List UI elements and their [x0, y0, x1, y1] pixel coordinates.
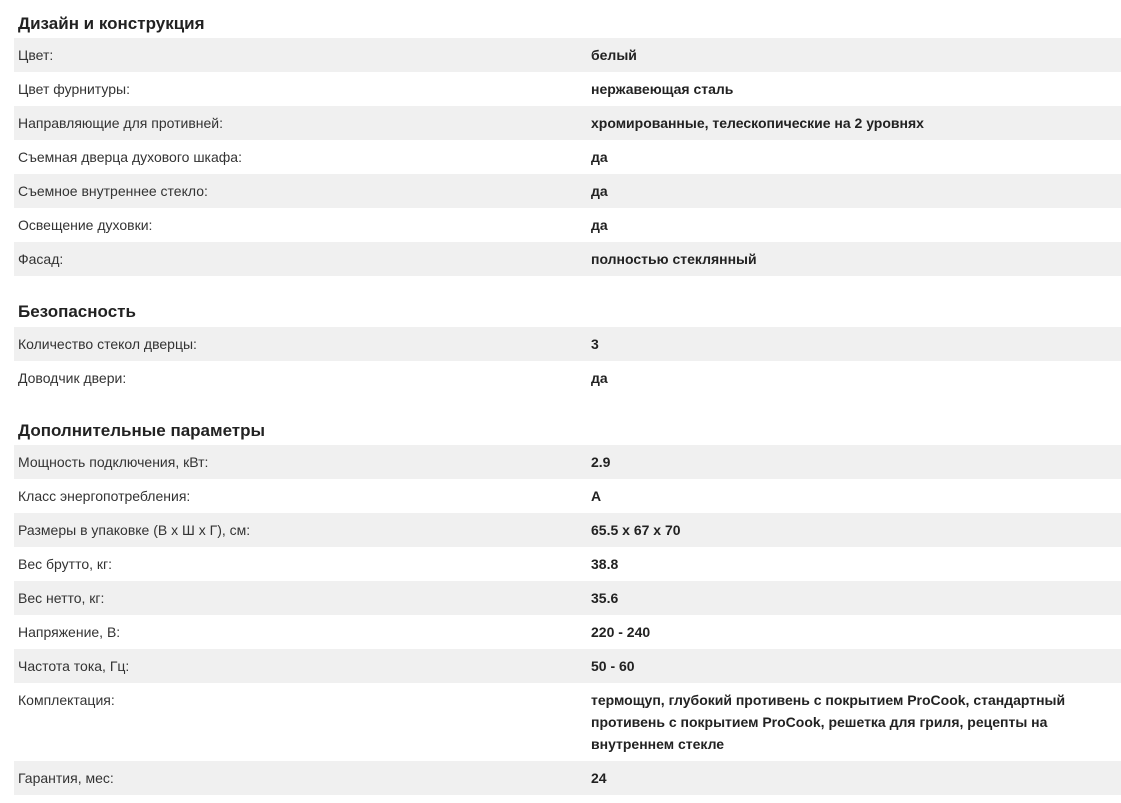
spec-row: [14, 72, 1121, 106]
spec-value: да: [591, 217, 608, 233]
spec-row: [14, 761, 1121, 795]
spec-value: полностью стеклянный: [591, 251, 757, 267]
spec-value: 3: [591, 336, 599, 352]
spec-label: Вес нетто, кг:: [18, 590, 105, 606]
spec-label: Мощность подключения, кВт:: [18, 454, 209, 470]
spec-row: [14, 649, 1121, 683]
section-design: [0, 0, 1121, 276]
spec-table: [14, 445, 1121, 795]
spec-label: Класс энергопотребления:: [18, 488, 191, 504]
section-safety: [0, 276, 1121, 395]
section-title: Безопасность: [18, 302, 136, 321]
spec-row: [14, 208, 1121, 242]
spec-label: Гарантия, мес:: [18, 770, 114, 786]
spec-row: [14, 479, 1121, 513]
spec-row: [14, 106, 1121, 140]
spec-table: [14, 38, 1121, 276]
spec-label: Напряжение, В:: [18, 624, 121, 640]
spec-value: 65.5 x 67 x 70: [591, 522, 681, 538]
spec-row: [14, 174, 1121, 208]
spec-label: Количество стекол дверцы:: [18, 336, 197, 352]
spec-value: да: [591, 370, 608, 386]
spec-row: [14, 547, 1121, 581]
spec-label: Частота тока, Гц:: [18, 658, 130, 674]
spec-label: Вес брутто, кг:: [18, 556, 113, 572]
spec-value: A: [591, 488, 602, 504]
spec-label: Освещение духовки:: [18, 217, 153, 233]
spec-row: [14, 38, 1121, 72]
spec-value: да: [591, 183, 608, 199]
spec-value: 2.9: [591, 454, 611, 470]
section-additional: [0, 395, 1121, 795]
spec-row: [14, 581, 1121, 615]
spec-value: 220 - 240: [591, 624, 651, 640]
spec-label: Съемное внутреннее стекло:: [18, 183, 208, 199]
spec-label: Размеры в упаковке (В x Ш x Г), см:: [18, 522, 251, 538]
spec-value: белый: [591, 47, 637, 63]
spec-value: 50 - 60: [591, 658, 635, 674]
spec-label: Цвет:: [18, 47, 54, 63]
spec-label: Съемная дверца духового шкафа:: [18, 149, 242, 165]
spec-table: [14, 327, 1121, 395]
spec-value: термощуп, глубокий противень с покрытием ProCook, стандартный противень с покрытием ProCook, решетка для гриля, рецепты на внутреннем стекле: [591, 692, 1066, 752]
spec-row: [14, 683, 1121, 761]
spec-value: да: [591, 149, 608, 165]
spec-row: [14, 140, 1121, 174]
spec-value: 24: [591, 770, 607, 786]
spec-label: Цвет фурнитуры:: [18, 81, 130, 97]
section-title: Дизайн и конструкция: [18, 14, 205, 33]
spec-row: [14, 242, 1121, 276]
spec-row: [14, 445, 1121, 479]
spec-label: Комплектация:: [18, 692, 115, 708]
spec-value: нержавеющая сталь: [591, 81, 734, 97]
spec-label: Доводчик двери:: [18, 370, 127, 386]
spec-label: Направляющие для противней:: [18, 115, 223, 131]
spec-row: [14, 327, 1121, 361]
spec-row: [14, 615, 1121, 649]
section-title: Дополнительные параметры: [18, 421, 266, 440]
spec-value: 35.6: [591, 590, 619, 606]
spec-row: [14, 361, 1121, 395]
spec-row: [14, 513, 1121, 547]
spec-value: хромированные, телескопические на 2 уровнях: [591, 115, 924, 131]
spec-label: Фасад:: [18, 251, 64, 267]
spec-value: 38.8: [591, 556, 619, 572]
